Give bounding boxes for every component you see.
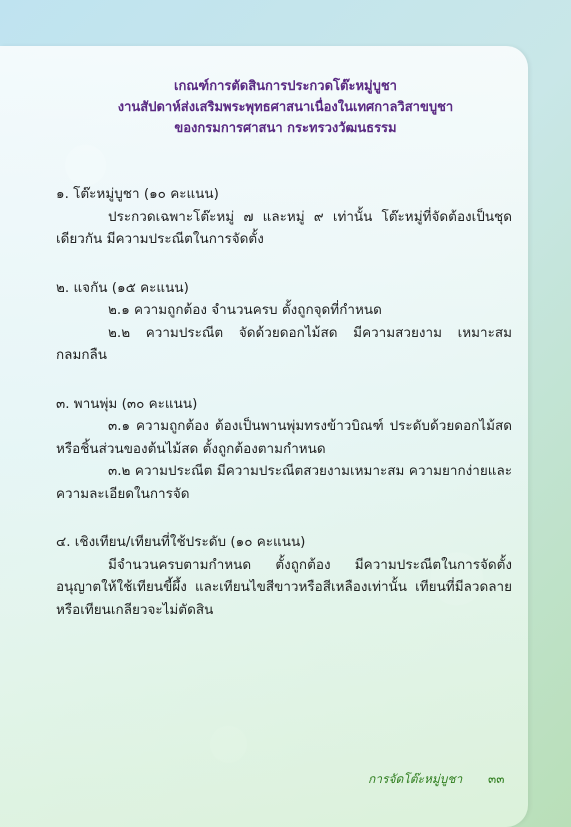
header-line-1: เกณฑ์การตัดสินการประกวดโต๊ะหมู่บูชา xyxy=(174,79,397,94)
section-paragraph: ๒.๒ ความประณีต จัดด้วยดอกไม้สด มีความสวยงาม เหมาะสมกลมกลืน xyxy=(56,324,512,363)
section-paragraph: ๒.๑ ความถูกต้อง จำนวนครบ ตั้งถูกจุดที่กำหนด xyxy=(108,302,382,318)
section-title: ๒. แจกัน (๑๕ คะแนน) xyxy=(56,279,189,296)
section-title: ๓. พานพุ่ม (๓๐ คะแนน) xyxy=(56,395,198,412)
section-paragraph: ๓.๑ ความถูกต้อง ต้องเป็นพานพุ่มทรงข้าวบิณฑ์ ประดับด้วยดอกไม้สด หรือชิ้นส่วนของต้นไม้สด ตั้งถูกต้องตามกำหนด xyxy=(56,418,512,457)
footer-title: การจัดโต๊ะหมู่บูชา xyxy=(368,772,463,786)
section-paragraph: มีจำนวนครบตามกำหนด ตั้งถูกต้อง มีความประณีตในการจัดตั้ง อนุญาตให้ใช้เทียนขี้ผึ้ง และเทียนไขสีขาวหรือสีเหลืองเท่านั้น เทียนที่มีลวดลายหรือเทียนเกลียวจะไม่ตัดสิน xyxy=(56,556,512,618)
section-1 xyxy=(56,183,512,251)
page-number: ๓๓ xyxy=(488,772,505,786)
criteria-body xyxy=(56,183,512,647)
page-header xyxy=(0,76,571,139)
section-3 xyxy=(56,393,512,506)
section-paragraph: ๓.๒ ความประณีต มีความประณีตสวยงามเหมาะสม ความยากง่ายและความละเอียดในการจัด xyxy=(56,463,512,502)
section-title: ๔. เชิงเทียน/เทียนที่ใช้ประดับ (๑๐ คะแนน) xyxy=(56,534,306,550)
section-4 xyxy=(56,531,512,621)
header-line-3: ของกรมการศาสนา กระทรวงวัฒนธรรม xyxy=(174,121,397,136)
section-title: ๑. โต๊ะหมู่บูชา (๑๐ คะแนน) xyxy=(56,186,219,202)
section-paragraph: ประกวดเฉพาะโต๊ะหมู่ ๗ และหมู่ ๙ เท่านั้น โต๊ะหมู่ที่จัดต้องเป็นชุดเดียวกัน มีความประณีตในการจัดตั้ง xyxy=(56,208,512,247)
header-line-2: งานสัปดาห์ส่งเสริมพระพุทธศาสนาเนื่องในเทศกาลวิสาขบูชา xyxy=(117,100,454,115)
section-2 xyxy=(56,277,512,367)
